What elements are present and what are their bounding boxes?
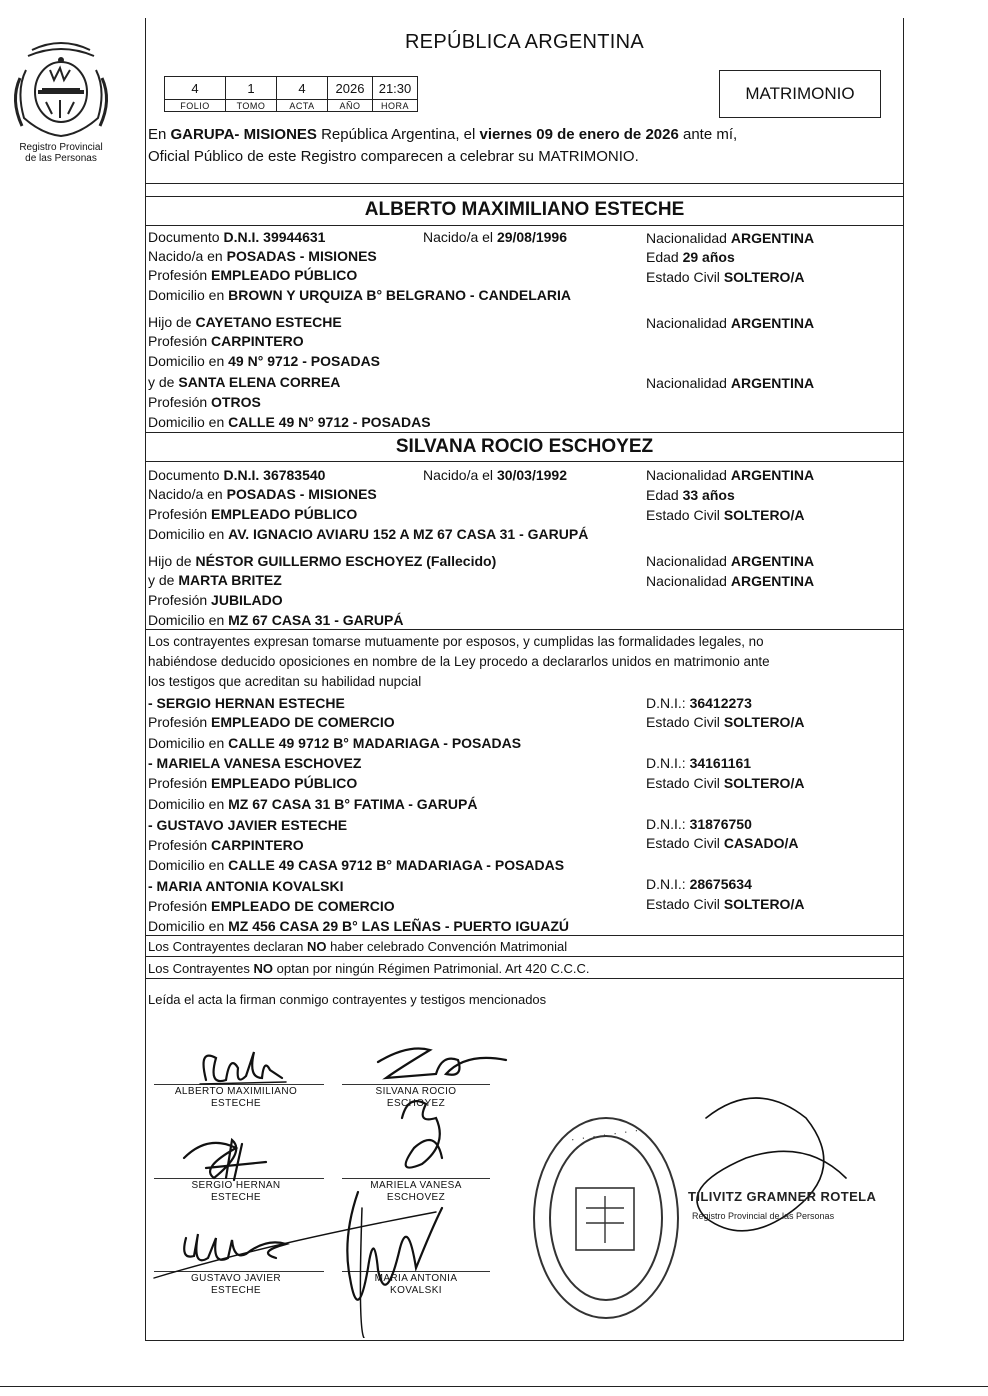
sig-mariela-line2: ESCHOVEZ xyxy=(386,1192,446,1203)
ano-value: 2026 xyxy=(328,77,373,100)
page-bottom-rule xyxy=(0,1386,988,1387)
c2-madre-nacionalidad: ARGENTINA xyxy=(730,573,815,589)
c1-madre-profesion: OTROS xyxy=(211,394,261,410)
intro-line1: En GARUPA- MISIONES República Argentina, el viernes 09 de enero de 2026 ante mí, xyxy=(148,126,738,143)
declaration-line2: habiéndose deducido oposiciones en nombre de la Ley procedo a declararlos unidos en matrimonio ante xyxy=(148,654,770,669)
c1-madre-nacionalidad: ARGENTINA xyxy=(730,375,815,391)
c2-profesion: EMPLEADO PÚBLICO xyxy=(211,506,358,522)
signature-alberto xyxy=(204,1052,282,1081)
hora-value: 21:30 xyxy=(373,77,418,100)
testigo2-estado-civil: SOLTERO/A xyxy=(723,775,805,791)
record-cells xyxy=(164,76,418,112)
contrayente2-name: SILVANA ROCIO ESCHOYEZ xyxy=(395,436,654,457)
sig-alberto-line1: ALBERTO MAXIMILIANO xyxy=(174,1086,298,1097)
signature-silvana xyxy=(378,1049,506,1079)
c1-edad: 29 años xyxy=(682,249,735,265)
c1-nacido-el: 29/08/1996 xyxy=(496,229,568,245)
official-seal xyxy=(534,1118,678,1318)
sig-sergio-line2: ESTECHE xyxy=(210,1192,262,1203)
testigo4-dni: 28675634 xyxy=(689,876,752,892)
c1-padre-profesion: CARPINTERO xyxy=(211,333,304,349)
c2-padre-nacionalidad: ARGENTINA xyxy=(730,553,815,569)
testigo3-domicilio: CALLE 49 CASA 9712 B° MADARIAGA - POSADAS xyxy=(228,857,565,873)
sig-gustavo-line1: GUSTAVO JAVIER xyxy=(190,1273,282,1284)
testigo1-profesion: EMPLEADO DE COMERCIO xyxy=(211,714,395,730)
testigo4-profesion: EMPLEADO DE COMERCIO xyxy=(211,898,395,914)
registry-name-line1: Registro Provincial xyxy=(19,142,103,153)
testigo4-domicilio: MZ 456 CASA 29 B° LAS LEÑAS - PUERTO IGUAZÚ xyxy=(228,918,570,934)
declaration-line1: Los contrayentes expresan tomarse mutuamente por esposos, y cumplidas las formalidades legales, no xyxy=(148,634,764,649)
marriage-certificate: REPÚBLICA ARGENTINA 4 1 4 2026 21:30 FOLIO TOMO ACTA AÑO HORA MATRIMONIO En GARUPA- MISIONES República Argentina, el viernes 09 de enero de 2026 ante mí, Oficial Público de este Registro comparecen a celebrar su MATRIMONIO. ALBERTO MAXIMILIANO ESTECHE Documento D.N.I. 39944631 Nacido/a el 29/08/1996 Nacionalidad ARGENTINA Nacido/a en POSADAS - MISIONES Edad 29 años Profesión EMPLEADO PÚBLICO Estado Civil SOLTERO/A Domicilio en BROWN Y URQUIZA B° BELGRANO - CANDELARIA Hijo de CAYETANO ESTECHE Nacionalidad ARGENTINA Profesión CARPINTERO Domicilio en 49 N° 9712 - POSADAS y de SANTA ELENA CORREA Nacionalidad ARGENTINA Profesión OTROS Domicilio en CALLE 49 N° 9712 - POSADAS SILVANA ROCIO ESCHOYEZ Documento D.N.I. 36783540 Nacido/a el 30/03/1992 Nacionalidad ARGENTINA Nacido/a en POSADAS - MISIONES Edad 33 años Profesión EMPLEADO PÚBLICO Estado Civil SOLTERO/A Domicilio en AV. IGNACIO AVIARU 152 A MZ 67 CASA 31 - GARUPÁ Hijo de NÉSTOR GUILLERMO ESCHOYEZ (Fallecido) Nacionalidad ARGENTINA y de MARTA BRITEZ Nacionalidad ARGENTINA Profesión JUBILADO Domicilio en MZ 67 CASA 31 - GARUPÁ Los contrayentes expresan tomarse mutuamente por esposos, y cumplidas las formalidades legales, no habiéndose deducido oposiciones en nombre de la Ley procedo a declararlos unidos en matrimonio ante los testigos que acreditan su habilidad nupcial - SERGIO HERNAN ESTECHE D.N.I.: 36412273 Profesión EMPLEADO DE COMERCIO Estado Civil SOLTERO/A Domicilio en CALLE 49 9712 B° MADARIAGA - POSADAS - MARIELA VANESA ESCHOVEZ D.N.I.: 34161161 Profesión EMPLEADO PÚBLICO Estado Civil SOLTERO/A Domicilio en MZ 67 CASA 31 B° FATIMA - GARUPÁ - GUSTAVO JAVIER ESTECHE D.N.I.: 31876750 Profesión CARPINTERO Estado Civil CASADO/A Domicilio en CALLE 49 CASA 9712 B° MADARIAGA - POSADAS - MARIA ANTONIA KOVALSKI D.N.I.: 28675634 Profesión EMPLEADO DE COMERCIO Estado Civil SOLTERO/A Domicilio en MZ 456 CASA 29 B° LAS LEÑAS - PUERTO IGUAZÚ Los Contrayentes declaran NO haber celebrado Convención Matrimonial Los Contrayentes NO optan por ningún Régimen Patrimonial. Art 420 C.C.C. Leída el acta la firman conmigo contrayentes y testigos mencionados ALBERTO MAXIMILIANO ESTECHE SILVANA ROCIO ESCHOYEZ SERGIO HERNAN ESTECHE MARIELA VANESA ESCHOVEZ GUSTAVO JAVIER ESTECHE MARIA ANTONIA KOVALSKI · · · · · · · TILIVITZ GRAMNER ROTELA Registro Provincial de las Personas xyxy=(145,18,904,1341)
c1-nacido-en: POSADAS - MISIONES xyxy=(226,248,377,264)
c1-padre-name: CAYETANO ESTECHE xyxy=(195,314,342,330)
tomo-value: 1 xyxy=(226,77,277,100)
closing-line: Leída el acta la firman conmigo contrayentes y testigos mencionados xyxy=(148,992,547,1007)
testigo1-name: - SERGIO HERNAN ESTECHE xyxy=(148,695,345,711)
svg-text:· · · · · · ·: · · · · · · · xyxy=(570,1124,642,1146)
testigo2-profesion: EMPLEADO PÚBLICO xyxy=(211,775,358,791)
ano-caption: AÑO xyxy=(328,100,373,112)
c1-padre-nacionalidad: ARGENTINA xyxy=(730,315,815,331)
act-type-box: MATRIMONIO xyxy=(719,70,881,118)
official-name-stamp: TILIVITZ GRAMNER ROTELA xyxy=(688,1189,877,1204)
sig-silvana-line2: ESCHOYEZ xyxy=(386,1098,446,1109)
signatures-drawing xyxy=(146,1008,903,1338)
acta-caption: ACTA xyxy=(277,100,328,112)
c2-documento: D.N.I. 36783540 xyxy=(223,467,326,483)
tomo-caption: TOMO xyxy=(226,100,277,112)
testigo3-dni: 31876750 xyxy=(689,816,752,832)
c2-estado-civil: SOLTERO/A xyxy=(723,507,805,523)
c2-edad: 33 años xyxy=(682,487,735,503)
c1-madre-name: SANTA ELENA CORREA xyxy=(178,374,341,390)
c2-nacido-el: 30/03/1992 xyxy=(496,467,568,483)
c1-nacionalidad: ARGENTINA xyxy=(730,230,815,246)
regimen-line: Los Contrayentes NO optan por ningún Régimen Patrimonial. Art 420 C.C.C. xyxy=(148,961,590,976)
registry-name-line2: de las Personas xyxy=(25,153,97,164)
testigo2-dni: 34161161 xyxy=(689,755,752,771)
folio-value: 4 xyxy=(165,77,226,100)
sig-maria-line2: KOVALSKI xyxy=(390,1285,442,1296)
sig-sergio-line1: SERGIO HERNAN xyxy=(191,1180,281,1191)
testigo4-estado-civil: SOLTERO/A xyxy=(723,896,805,912)
intro-line2: Oficial Público de este Registro comparecen a celebrar su MATRIMONIO. xyxy=(148,148,639,165)
hora-caption: HORA xyxy=(373,100,418,112)
coat-of-arms-icon xyxy=(2,30,120,142)
declaration-line3: los testigos que acreditan su habilidad nupcial xyxy=(148,674,422,689)
signature-sergio xyxy=(184,1140,266,1180)
testigo4-name: - MARIA ANTONIA KOVALSKI xyxy=(148,878,344,894)
signature-mariela xyxy=(402,1101,442,1168)
c1-madre-domicilio: CALLE 49 N° 9712 - POSADAS xyxy=(228,414,431,430)
c1-profesion: EMPLEADO PÚBLICO xyxy=(211,267,358,283)
sig-mariela-line1: MARIELA VANESA xyxy=(370,1180,462,1191)
contrayente1-name: ALBERTO MAXIMILIANO ESTECHE xyxy=(364,199,685,220)
c2-madre-profesion: JUBILADO xyxy=(211,592,283,608)
c1-padre-domicilio: 49 N° 9712 - POSADAS xyxy=(228,353,381,369)
testigo1-estado-civil: SOLTERO/A xyxy=(723,714,805,730)
testigo1-domicilio: CALLE 49 9712 B° MADARIAGA - POSADAS xyxy=(228,735,522,751)
sig-alberto-line2: ESTECHE xyxy=(210,1098,262,1109)
c1-estado-civil: SOLTERO/A xyxy=(723,269,805,285)
testigo2-name: - MARIELA VANESA ESCHOVEZ xyxy=(148,755,362,771)
c2-madre-name: MARTA BRITEZ xyxy=(178,572,282,588)
official-role-stamp: Registro Provincial de las Personas xyxy=(692,1211,835,1221)
testigo2-domicilio: MZ 67 CASA 31 B° FATIMA - GARUPÁ xyxy=(228,796,478,812)
sig-gustavo-line2: ESTECHE xyxy=(210,1285,262,1296)
c1-documento: D.N.I. 39944631 xyxy=(223,229,326,245)
c2-nacionalidad: ARGENTINA xyxy=(730,467,815,483)
acta-value: 4 xyxy=(277,77,328,100)
testigo1-dni: 36412273 xyxy=(689,695,752,711)
c1-domicilio: BROWN Y URQUIZA B° BELGRANO - CANDELARIA xyxy=(228,287,572,303)
convencion-line: Los Contrayentes declaran NO haber celebrado Convención Matrimonial xyxy=(148,939,568,954)
testigo3-estado-civil: CASADO/A xyxy=(723,835,799,851)
c2-padre-name: NÉSTOR GUILLERMO ESCHOYEZ (Fallecido) xyxy=(195,553,497,569)
country-title: REPÚBLICA ARGENTINA xyxy=(404,31,645,53)
folio-caption: FOLIO xyxy=(165,100,226,112)
sig-silvana-line1: SILVANA ROCIO xyxy=(375,1086,457,1097)
sig-maria-line1: MARIA ANTONIA xyxy=(374,1273,458,1284)
c2-madre-domicilio: MZ 67 CASA 31 - GARUPÁ xyxy=(228,612,404,628)
c2-nacido-en: POSADAS - MISIONES xyxy=(226,486,377,502)
registry-logo xyxy=(2,30,120,175)
testigo3-name: - GUSTAVO JAVIER ESTECHE xyxy=(148,817,348,833)
testigo3-profesion: CARPINTERO xyxy=(211,837,304,853)
c2-domicilio: AV. IGNACIO AVIARU 152 A MZ 67 CASA 31 - GARUPÁ xyxy=(228,526,589,542)
